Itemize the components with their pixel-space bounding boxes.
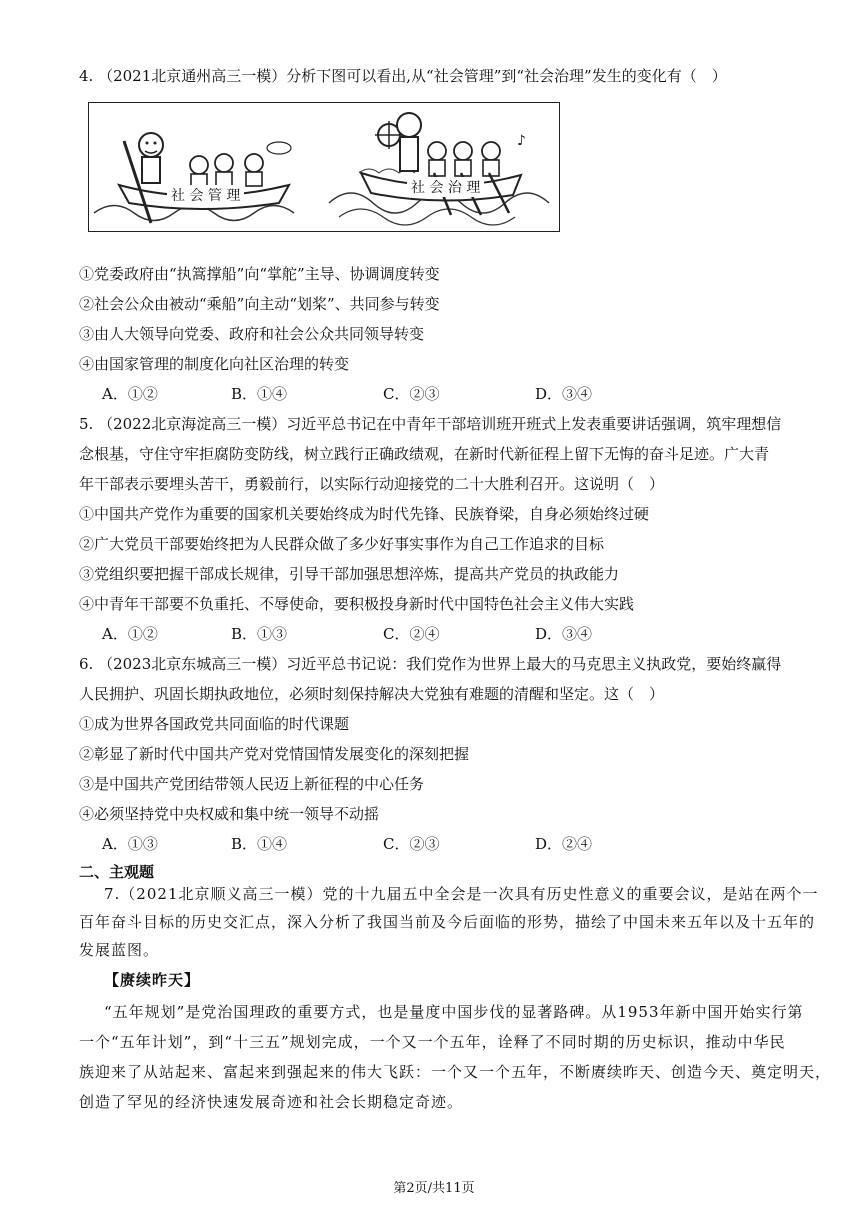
figure-label-left: 社 会 管 理 [167, 185, 244, 205]
paragraph-line-4: 创造了罕见的经济快速发展奇迹和社会长期稳定奇迹。 [79, 1093, 464, 1111]
paragraph-line-1: “五年规划”是党治国理政的重要方式，也是量度中国步伐的显著路碑。从1953年新中国开始实行第 [104, 1003, 804, 1021]
q6-statement-1: ①成为世界各国政党共同面临的时代课题 [79, 715, 350, 733]
q5-stem-line-2: 念根基，守住守牢拒腐防变防线，树立践行正确政绩观，在新时代新征程上留下无悔的奋斗足迹。广大青 [79, 445, 770, 463]
q5-option-a: A．①② [102, 625, 158, 643]
section-heading: 二、主观题 [79, 863, 155, 881]
q6-statement-3: ③是中国共产党团结带领人民迈上新征程的中心任务 [79, 775, 425, 793]
q7-stem-line-3: 发展蓝图。 [79, 941, 160, 959]
q5-statement-2: ②广大党员干部要始终把为人民群众做了多少好事实事作为自己工作追求的目标 [79, 535, 605, 553]
q5-option-c: C．②④ [383, 625, 440, 643]
q5-option-d: D．③④ [535, 625, 593, 643]
q6-option-a: A．①③ [102, 835, 158, 853]
figure-label-right: 社 会 治 理 [407, 177, 484, 197]
q4-statement-4: ④由国家管理的制度化向社区治理的转变 [79, 355, 350, 373]
q4-statement-3: ③由人大领导向党委、政府和社会公众共同领导转变 [79, 325, 425, 343]
paragraph-line-3: 族迎来了从站起来、富起来到强起来的伟大飞跃：一个又一个五年，不断赓续昨天、创造今天、奠定明天， [79, 1063, 832, 1081]
q6-option-c: C．②③ [383, 835, 440, 853]
q5-stem-line-3: 年干部表示要埋头苦干，勇毅前行，以实际行动迎接党的二十大胜利召开。这说明（ ） [79, 475, 665, 493]
q5-stem-line-1: 5. （2022北京海淀高三一模）习近平总书记在中青年干部培训班开班式上发表重要讲话强调，筑牢理想信 [79, 415, 782, 433]
q7-stem-line-2: 百年奋斗目标的历史交汇点，深入分析了我国当前及今后面临的形势，描绘了中国未来五年以及十五年的 [79, 913, 816, 931]
paragraph-line-2: 一个“五年计划”，到“十三五”规划完成，一个又一个五年，诠释了不同时期的历史标识，推动中华民 [79, 1033, 786, 1051]
page-footer: 第2页/共11页 [393, 1181, 475, 1196]
q4-statement-1: ①党委政府由“执篙撑船”向“掌舵”主导、协调调度转变 [79, 265, 440, 283]
q6-stem-line-2: 人民拥护、巩固长期执政地位，必须时刻保持解决大党独有难题的清醒和坚定。这（ ） [79, 685, 665, 703]
q5-statement-1: ①中国共产党作为重要的国家机关要始终成为时代先锋、民族脊梁，自身必须始终过硬 [79, 505, 650, 523]
q6-option-b: B．①④ [231, 835, 288, 853]
q4-statement-2: ②社会公众由被动“乘船”向主动“划桨”、共同参与转变 [79, 295, 440, 313]
q4-option-c: C．②③ [383, 385, 440, 403]
q5-statement-4: ④中青年干部要不负重托、不辱使命，要积极投身新时代中国特色社会主义伟大实践 [79, 595, 635, 613]
q6-option-d: D．②④ [535, 835, 593, 853]
q4-stem: 4. （2021北京通州高三一模）分析下图可以看出,从“社会管理”到“社会治理”发生的变化有（ ） [79, 67, 727, 85]
q5-option-b: B．①③ [231, 625, 288, 643]
subheading: 【赓续昨天】 [104, 971, 201, 989]
q6-statement-2: ②彰显了新时代中国共产党对党情国情发展变化的深刻把握 [79, 745, 470, 763]
q4-option-b: B．①④ [231, 385, 288, 403]
q6-stem-line-1: 6. （2023北京东城高三一模）习近平总书记说：我们党作为世界上最大的马克思主义执政党，要始终赢得 [79, 655, 782, 673]
svg-text:♪: ♪ [517, 133, 526, 149]
q4-option-d: D．③④ [535, 385, 593, 403]
q5-statement-3: ③党组织要把握干部成长规律，引导干部加强思想淬炼，提高共产党员的执政能力 [79, 565, 620, 583]
boat-cartoon-figure [88, 102, 560, 232]
boat-cartoon-illustration [89, 103, 559, 231]
q6-statement-4: ④必须坚持党中央权威和集中统一领导不动摇 [79, 805, 380, 823]
q7-stem-line-1: 7.（2021北京顺义高三一模）党的十九届五中全会是一次具有历史性意义的重要会议，是站在两个一 [104, 885, 819, 903]
q4-option-a: A．①② [102, 385, 158, 403]
